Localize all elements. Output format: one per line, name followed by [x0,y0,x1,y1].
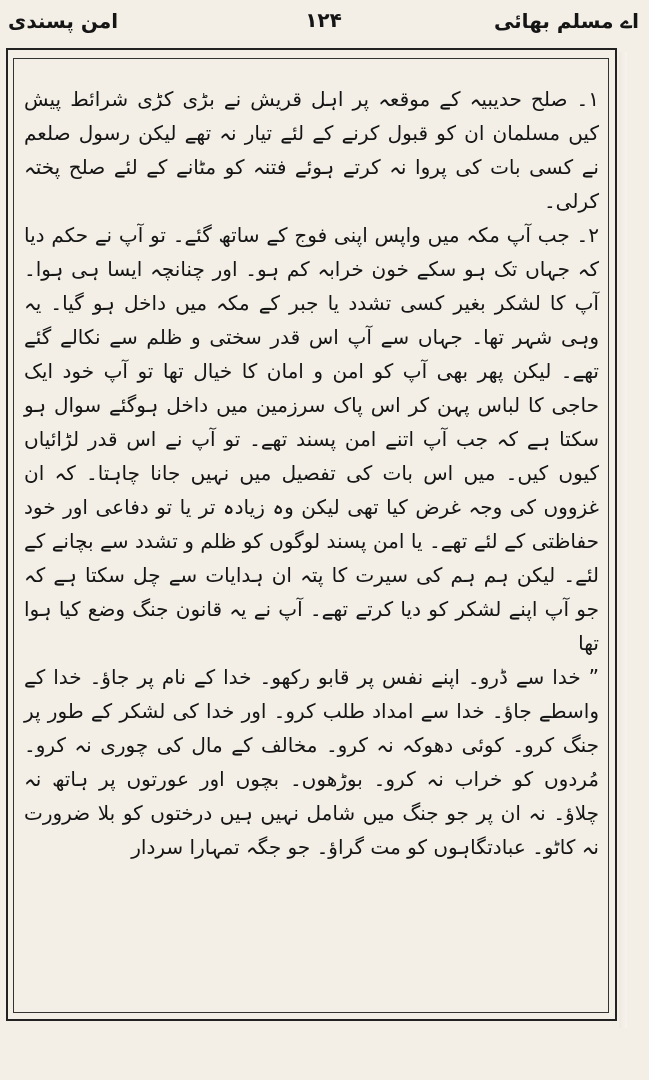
page-number: ۱۲۴ [305,8,342,32]
page-header [8,4,639,42]
chapter-title: امن پسندی [8,9,119,33]
main-text-block [24,82,599,982]
paragraph-2: ۲۔ جب آپ مکہ میں واپس اپنی فوج کے ساتھ گئے۔ تو آپ نے حکم دیا کہ جہاں تک ہو سکے خون خرابہ کم ہو۔ اور چنانچہ ایسا ہی ہوا۔ آپ کا لشکر بغیر کسی تشدد یا جبر کے مکہ میں داخل ہو گیا۔ یہ وہی شہر تھا۔ جہاں سے آپ اس قدر سختی و ظلم سے نکالے گئے تھے۔ لیکن پھر بھی آپ کو امن و امان کا خیال تھا تو آپ خود ایک حاجی کا لباس پہن کر اس پاک سرزمین میں داخل ہوگئے سوال ہو سکتا ہے کہ جب آپ اتنے امن پسند تھے۔ تو آپ نے اس قدر لڑائیاں کیوں کیں۔ میں اس بات کی تفصیل میں نہیں جانا چاہتا۔ کہ ان غزووں کی وجہ غرض کیا تھی لیکن وہ زیادہ تر یا تو دفاعی اور خود حفاظتی کے لئے تھے۔ یا امن پسند لوگوں کو ظلم و تشدد سے بچانے کے لئے۔ لیکن ہم ہم کی سیرت کا پتہ ان ہدایات سے چل سکتا ہے کہ جو آپ اپنے لشکر کو دیا کرتے تھے۔ آپ نے یہ قانون جنگ وضع کیا ہوا تھا [24,223,599,655]
page-edge-shadow [619,52,627,1028]
book-title: اے مسلم بھائی [493,9,639,33]
paragraph-3: ” خدا سے ڈرو۔ اپنے نفس پر قابو رکھو۔ خدا کے نام پر جاؤ۔ خدا کے واسطے جاؤ۔ خدا سے امداد طلب کرو۔ اور خدا کی لشکر کے طور پر جنگ کرو۔ کوئی دھوکہ نہ کرو۔ مخالف کے مال کی چوری نہ کرو۔ مُردوں کو خراب نہ کرو۔ بوڑھوں۔ بچوں اور عورتوں پر ہاتھ نہ چلاؤ۔ نہ ان پر جو جنگ میں شامل نہیں ہیں درختوں کو بلا ضرورت نہ کاٹو۔ عبادتگاہوں کو مت گراؤ۔ جو جگہ تمہارا سردار [24,665,599,859]
paragraph-1: ۱۔ صلح حدیبیہ کے موقعہ پر اہل قریش نے بڑی کڑی شرائط پیش کیں مسلمان ان کو قبول کرنے کے لئے تیار نہ تھے لیکن رسول صلعم نے کسی بات کی پروا نہ کرتے ہوئے فتنہ کو مٹانے کے لئے صلح پختہ کرلی۔ [24,87,599,213]
